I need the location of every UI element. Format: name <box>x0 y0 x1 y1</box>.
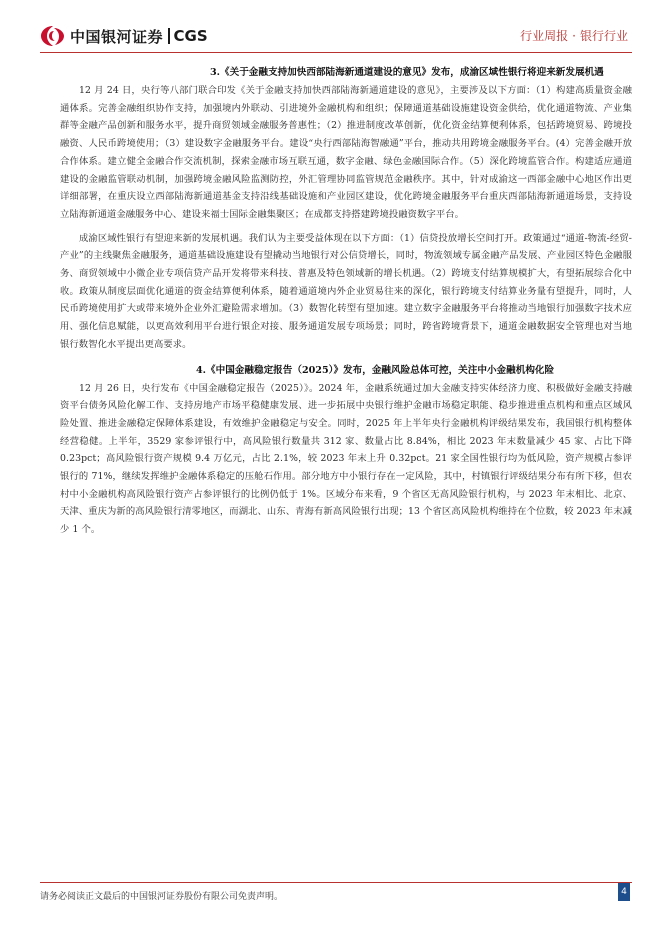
section-title-3: 3.《关于金融支持加快西部陆海新通道建设的意见》发布，成渝区域性银行将迎来新发展机遇 <box>210 67 604 78</box>
logo-chinese-name: 中国银河证券 <box>70 27 164 46</box>
footer-divider <box>40 882 632 883</box>
page-header <box>0 0 662 60</box>
report-category <box>520 27 628 44</box>
logo-divider <box>168 28 170 44</box>
footer-disclaimer: 请务必阅读正文最后的中国银河证券股份有限公司免责声明。 <box>40 892 284 902</box>
logo-english-name: CGS <box>173 27 208 45</box>
company-logo <box>40 24 208 48</box>
section-title-4: 4.《中国金融稳定报告（2025）》发布，金融风险总体可控，关注中小金融机构化险 <box>196 364 555 376</box>
industry-name: 银行行业 <box>579 29 628 43</box>
page-number: 4 <box>618 883 630 901</box>
section-3-paragraph-1: 12 月 24 日，央行等八部门联合印发《关于金融支持加快西部陆海新通道建设的意见》，主要涉及以下方面：（1）构建高质量资金融通体系。完善金融组织协作支持，加强境内外联动、引进境外金融机构和组织；保障通道基础设施建设资金供给，优化通道物流、产业集群等金融产品创新和服务水平，提升商贸领域金融服务普惠性；（2）推进制度改革创新，优化资金结算便利体系，包括跨境贸易、跨境投融资、人民币跨境使用；（3）建设数字金融服务平台。建设“央行西部陆海智融通”平台，推动共用跨境金融服务平台。(4）完善金融开放合作体系。建立健全金融合作交流机制，探索金融市场互联互通，数字金融、绿色金融国际合作。（5）深化跨境监管合作。构建适应通道建设的金融监管联动机制，加强跨境金融风险监测防控，外汇管理协同监管规范金融秩序。其中，针对成渝这一西部金融中心地区作出更详细部署，在重庆设立西部陆海新通道基金支持沿线基础设施和产业园区建设，优化跨境金融服务平台重庆西部陆海新通道场景，支持设立陆海新通道金融服务中心、建设来福士国际金融集聚区；在成都支持搭建跨境投融资数字平台。 <box>60 85 632 220</box>
cgs-logo-icon <box>40 25 66 47</box>
section-4-paragraph-1: 12 月 26 日，央行发布《中国金融稳定报告（2025）》。2024 年，金融系统通过加大金融支持实体经济力度、积极做好金融支持融资平台债务风险化解工作、支持房地产市场平稳健康发展、进一步拓展中央银行维护金融市场稳定职能、稳步推进重点机构和重点区域风险处置、推进金融稳定保障体系建设，有效维护金融稳定与安全。同时，2025 年上半年央行金融机构评级结果发布，我国银行机构整体经营稳健。上半年，3529 家参评银行中，高风险银行数量共 312 家、数量占比 8.84%，相比 2023 年末数量减少 45 家、占比下降 0.23pct；高风险银行资产规模 9.4 万亿元，占比 2.1%，较 2023 年末上升 0.32pct。21 家全国性银行均为低风险，资产规模占参评银行的 71%，继续发挥维护金融体系稳定的压舱石作用。部分地方中小银行存在一定风险，其中，村镇银行评级结果分布有所下移，但农村中小金融机构高风险银行资产占参评银行的比例仍低于 1%。区域分布来看，9 个省区无高风险银行机构，与 2023 年末相比、北京、天津、重庆为新的高风险银行清零地区，而湖北、山东、青海有新高风险银行出现；13 个省区高风险机构维持在个位数，较 2023 年末减少 1 个。 <box>60 382 632 536</box>
section-3-paragraph-2: 成渝区域性银行有望迎来新的发展机遇。我们认为主要受益体现在以下方面：（1）信贷投放增长空间打开。政策通过“通道-物流-经贸-产业”的主线聚焦金融服务，通道基础设施建设有望撬动当地银行对公信贷增长，同时，物流领域专属金融产品发展、产业园区特色金融服务、商贸领域中小微企业专项信贷产品开发将带来科技、普惠及特色领域新的增长机遇。（2）跨境支付结算规模扩大，有望拓展综合化中收。政策从制度层面优化通道的资金结算便利体系，随着通道境内外企业贸易往来的深化，银行跨境支付结算业务量有望提升，同时，人民币跨境使用扩大或带来境外企业外汇避险需求增加。（3）数智化转型有望加速。建立数字金融服务平台将推动当地银行加强数字技术应用、强化信息赋能，以更高效利用平台进行银企对接、服务通道发展专项场景；同时，跨省跨境背景下，通道金融数据安全管理也对当地银行数智化水平提出更高要求。 <box>60 232 632 350</box>
header-divider <box>40 52 632 53</box>
report-type: 行业周报 <box>520 29 569 43</box>
category-separator: · <box>572 29 576 43</box>
main-content <box>60 64 632 539</box>
